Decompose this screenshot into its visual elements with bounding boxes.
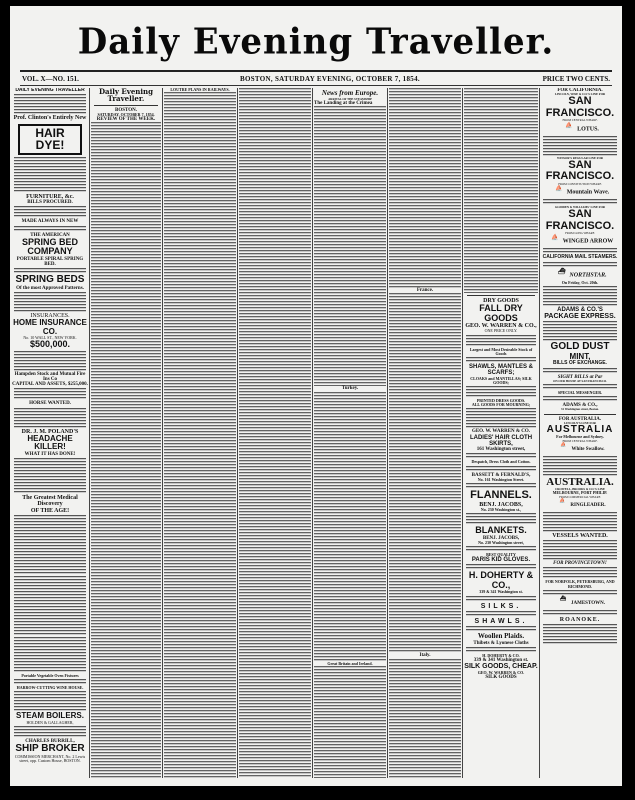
ad-capital: $500,000. [29, 339, 71, 350]
ad-headline: PACKAGE EXPRESS. [544, 313, 616, 321]
ad-subtitle: ON OUR HOUSE AT SAN FRANCISCO. [553, 378, 607, 383]
ad-subtitle: 31 Washington street, Boston. [561, 407, 599, 412]
section-head: News from Europe. [321, 89, 379, 97]
column-rule [539, 88, 540, 778]
ad-title: BENJ. JACOBS, [479, 501, 523, 508]
ad-title: INSURANCES. [30, 312, 70, 319]
text-block [14, 408, 86, 428]
newspaper-page [10, 6, 622, 786]
subhead: ARRIVAL OF THE STEAMSHIP [328, 97, 372, 101]
text-block [14, 388, 86, 400]
ship-name: ⛵RINGLEADER. [541, 499, 619, 511]
ad-title: SPECIAL MESSENGER. [557, 389, 603, 395]
column-rule [462, 88, 463, 778]
text-block [14, 206, 86, 218]
ad-title: FOR CALIFORNIA. [557, 88, 603, 93]
ad-title: MADE ALWAYS IN NEW [21, 219, 79, 225]
ad-title: GLIDDEN & WILLIAMS' LINE FOR [555, 205, 605, 209]
ad-headline: FLANNELS. [470, 489, 532, 502]
text-block [466, 466, 536, 472]
text-block [543, 286, 617, 306]
text-block [543, 512, 617, 532]
sub-section: Great Britain and Ireland. [327, 660, 373, 666]
ship-icon: ⛵ [560, 442, 567, 448]
dateline [20, 75, 612, 85]
ad-title: HORSE WANTED. [29, 401, 71, 407]
ad-headline: FOR PROVINCETOWN! [553, 561, 607, 567]
ad-headline: FALL DRY GOODS [479, 303, 523, 323]
ship-name: ⛵LOTUS. [541, 123, 619, 135]
ad-subtitle: CROWELL, BROOKS & CO.'S LINE [555, 487, 605, 492]
column-rule [89, 88, 90, 778]
column-rule [162, 88, 163, 778]
text-block [14, 458, 86, 494]
divider [20, 85, 612, 86]
steamship-icon: ⛴ [559, 596, 567, 602]
column-advertisements-left [12, 88, 88, 778]
ad-headline: H. DOHERTY & CO., [468, 570, 534, 590]
text-block [14, 726, 86, 738]
article-text [239, 88, 311, 778]
ad-subtitle: On Friday, Oct. 20th. [561, 279, 599, 285]
text-block [14, 515, 86, 575]
text-block [543, 624, 617, 644]
ad-subtitle: 339 & 341 Washington st. [479, 589, 523, 595]
ad-subtitle: No. 10 WALL ST., NEW YORK. [23, 334, 77, 340]
ad-wharf: FROM CENTRAL WHARF. [562, 118, 598, 123]
column-news-6 [389, 88, 461, 778]
ad-title: Hampden Stock and Mutual Fire Ins Co [14, 371, 86, 382]
ad-title: ALL GOODS FOR MOURNING; [471, 402, 531, 408]
text-block [14, 292, 86, 312]
ad-title: CHARLES BURRILL, [25, 738, 75, 744]
ad-title: Despatch, Dress Cloth and Cotton. [471, 459, 531, 465]
ad-headline: SILK GOODS, CHEAP. [464, 663, 538, 671]
text-block [466, 408, 536, 428]
ad-title: The Greatest Medical Discovery [22, 494, 78, 508]
ad-headline: SPRING BED COMPANY [21, 236, 78, 257]
ad-headline: BILLS OF EXCHANGE. [553, 360, 607, 367]
ship-icon: ⛵ [554, 186, 563, 192]
ad-subtitle: 339 & 341 Washington st. [473, 658, 529, 664]
ad-headline: CALIFORNIA MAIL STEAMERS. [542, 254, 618, 261]
ad-route: For Melbourne and Sydney. [556, 434, 604, 440]
column-news-europe [314, 88, 386, 778]
divider [467, 295, 535, 296]
section-head: REVIEW OF THE WEEK. [96, 117, 156, 123]
ad-headline: SPRING BEDS [15, 274, 85, 286]
text-block [14, 576, 86, 636]
column-editorial [91, 88, 161, 778]
ad-subtitle: ONE PRICE ONLY. [484, 328, 518, 334]
divider [94, 105, 158, 106]
text-block [466, 647, 536, 653]
ad-subtitle: No. 161 Washington Street. [477, 476, 525, 482]
ad-subtitle: 161 Washington street, [476, 447, 526, 453]
ad-subtitle: CLOAKS and MANTILLAS; SILK GOODS; [470, 375, 532, 385]
column-header: LOUTRE PLANS IN RAILWAYS. [170, 88, 230, 92]
ad-subtitle: No. 230 Washington st., [480, 506, 522, 512]
divider [544, 414, 616, 415]
text-block [543, 321, 617, 341]
column-news-4 [239, 88, 311, 778]
price: PRICE TWO CENTS. [542, 75, 610, 83]
text-block [14, 691, 86, 711]
ad-title: ADAMS & CO., [562, 403, 598, 409]
ad-wharf: FROM LONG WHARF. [565, 231, 595, 236]
text-block [14, 351, 86, 371]
hair-dye-ad-box [18, 124, 82, 155]
column-header: DAILY EVENING TRAVELLER [15, 88, 85, 93]
ad-subtitle: No. 230 Washington street, [478, 539, 524, 545]
ad-title: GEO. W. WARREN & CO. [477, 669, 525, 675]
column-shipping-ads [541, 88, 619, 778]
text-block [543, 540, 617, 560]
ad-subtitle: BILLS PROCURED. [27, 200, 73, 206]
ad-subtitle: LINCOLN, WISE & CO.'S LINE FOR [554, 92, 606, 97]
ad-headline: SAN FRANCISCO. [545, 208, 615, 232]
ad-subtitle: PORTABLE SPIRAL SPRING BED. [16, 256, 84, 267]
ad-headline: GOLD DUST [550, 341, 610, 353]
ad-subtitle: Of the most Approved Patterns. [16, 285, 84, 291]
ship-name: ⛴NORTHSTAR. [541, 269, 619, 281]
masthead-title: Daily Evening Traveller. [77, 21, 555, 63]
ship-name: ⛵Mountain Wave. [541, 186, 619, 198]
text-block [543, 368, 617, 374]
ad-headline: HAIR DYE! [35, 125, 65, 153]
text-block [543, 567, 617, 579]
ad-headline: BLANKETS. [475, 525, 527, 536]
ship-icon: ⛵ [559, 498, 566, 504]
place: BOSTON. [115, 107, 137, 113]
ad-title: FOR AUSTRALIA. [558, 416, 602, 422]
ship-name: ⛴JAMESTOWN. [541, 597, 619, 609]
ad-wharf: FROM CONSTITUTION WHARF. [558, 181, 602, 186]
ad-wharf: FROM CENTRAL WHARF. [562, 438, 598, 443]
ad-title: H. DOHERTY & CO. [482, 652, 520, 658]
text-block [543, 396, 617, 402]
ad-title: GEO. W. WARREN & CO. [471, 429, 531, 435]
date: SATURDAY, OCTOBER 7, 1854. [97, 111, 155, 117]
ad-title: SIGHT BILLS at Par [557, 374, 603, 380]
text-block [14, 157, 86, 193]
ship-name: ⛵White Swallow. [541, 443, 619, 455]
ad-headline: SHAWLS, MANTLES & SCARFS; [469, 364, 533, 377]
steamship-icon: ⛴ [557, 268, 566, 275]
text-block [543, 610, 617, 616]
ad-headline: SHIP BROKER [15, 743, 85, 755]
article-text [91, 122, 161, 778]
article-text [464, 88, 538, 293]
article-text [389, 88, 461, 288]
article-text [389, 659, 461, 779]
ad-headline: AUSTRALIA [546, 423, 614, 435]
ad-wharf: FROM COMMERCIAL WHARF. [559, 494, 601, 499]
sub-section: The Landing at the Crimea [314, 101, 373, 107]
ad-headline: Woollen Plaids. [477, 632, 525, 641]
text-block [14, 94, 86, 114]
ad-subtitle: Thibets & Lyonese Cloths [473, 640, 529, 646]
ad-subtitle: CAPITAL AND ASSETS, $255,000. [12, 382, 88, 388]
column-dry-goods-ads [464, 88, 538, 778]
ad-subtitle: WHAT IT HAS DONE! [24, 451, 76, 457]
column-news-3 [164, 88, 236, 778]
ship-icon: ⛵ [550, 235, 559, 242]
article-text [314, 392, 386, 662]
divider [20, 70, 612, 72]
ad-title: DRY GOODS [483, 298, 519, 304]
sub-section: France. [416, 288, 434, 293]
ship-name: ROANOKE. [559, 616, 601, 623]
ad-headline: LADIES' HAIR CLOTH SKIRTS, [469, 434, 533, 447]
column-rule [312, 88, 313, 778]
ad-title: BENJ. JACOBS, [482, 535, 520, 541]
text-block [543, 136, 617, 156]
ad-headline: SILKS. [480, 602, 522, 610]
ad-headline: PARIS KID GLOVES. [471, 557, 531, 564]
volume-number: VOL. X—NO. 151. [22, 75, 79, 83]
article-text [314, 666, 386, 778]
ad-title: FURNITURE, &c. [26, 193, 74, 200]
ad-title: PRINTED DRESS GOODS. [476, 398, 526, 403]
sub-section: Turkey. [341, 386, 359, 392]
place-date: BOSTON, SATURDAY EVENING, OCTOBER 7, 1854. [240, 75, 420, 83]
ad-title: GEO. W. WARREN & CO., [465, 323, 537, 330]
text-block [466, 513, 536, 525]
ad-headline: SHAWLS. [474, 617, 528, 625]
text-block [466, 386, 536, 398]
ad-title: Largest and Most Desirable Stock of Goods [469, 346, 533, 356]
ship-name: ⛵WINGED ARROW [541, 235, 619, 247]
ad-subtitle: SILK GOODS [485, 674, 517, 680]
text-block [543, 590, 617, 596]
column-rule [237, 88, 238, 778]
nameplate: Daily Evening Traveller. [98, 88, 154, 104]
article-text [314, 106, 386, 386]
ad-title: THE AMERICAN [30, 232, 70, 238]
ad-title: FOR NORFOLK, PETERSBURG, AND RICHMOND. [545, 579, 615, 589]
ad-headline: SAN FRANCISCO. [545, 95, 615, 119]
text-block [543, 456, 617, 476]
text-block [466, 611, 536, 617]
ship-icon: ⛵ [565, 122, 573, 129]
text-block [14, 226, 86, 232]
article-text [389, 293, 461, 653]
ad-subtitle: MINT, [569, 351, 591, 361]
ad-title: Portable Vegetable Oven Fixtures [21, 672, 79, 678]
ad-headline: HOME INSURANCE CO. [13, 318, 87, 336]
ad-headline: HEADACHE KILLER! [27, 433, 73, 452]
ad-title: WINSOR'S REGULAR LINE FOR [557, 155, 603, 160]
ad-headline: STEAM BOILERS. [15, 711, 84, 721]
ad-title: BEST QUALITY [486, 552, 516, 557]
ad-headline: SAN FRANCISCO. [545, 158, 615, 183]
text-block [543, 262, 617, 268]
ad-title: DR. J. M. POLAND'S [21, 428, 79, 435]
ad-subtitle: OF THE AGE! [30, 507, 70, 514]
text-block [14, 637, 86, 673]
ad-route: MELBOURNE, PORT PHILIP. [552, 490, 608, 496]
text-block [466, 357, 536, 363]
column-rule [387, 88, 388, 778]
ad-headline: AUSTRALIA. [546, 475, 614, 488]
ad-title: ADAMS & CO.'S [557, 306, 603, 313]
ad-subtitle: LINCOLN'S LINE FOR [564, 420, 596, 425]
ad-headline: VESSELS WANTED. [552, 532, 608, 539]
text-block [466, 335, 536, 347]
ad-subtitle: COMMISSION MERCHANT, No. 2 Lewis street, opp. Custom House, BOSTON. [14, 753, 86, 763]
ad-title: HARROW-CUTTING WINE HOUSE. [16, 685, 84, 691]
ad-title: Prof. Clinton's Entirely New [13, 115, 87, 122]
ad-title: BASSETT & FERNALD'S, [471, 472, 531, 478]
ad-subtitle: HOLDEN & GALLAGHER, [26, 719, 74, 725]
text-block [466, 596, 536, 602]
article-text [164, 92, 236, 778]
sub-section: Italy. [419, 653, 431, 659]
